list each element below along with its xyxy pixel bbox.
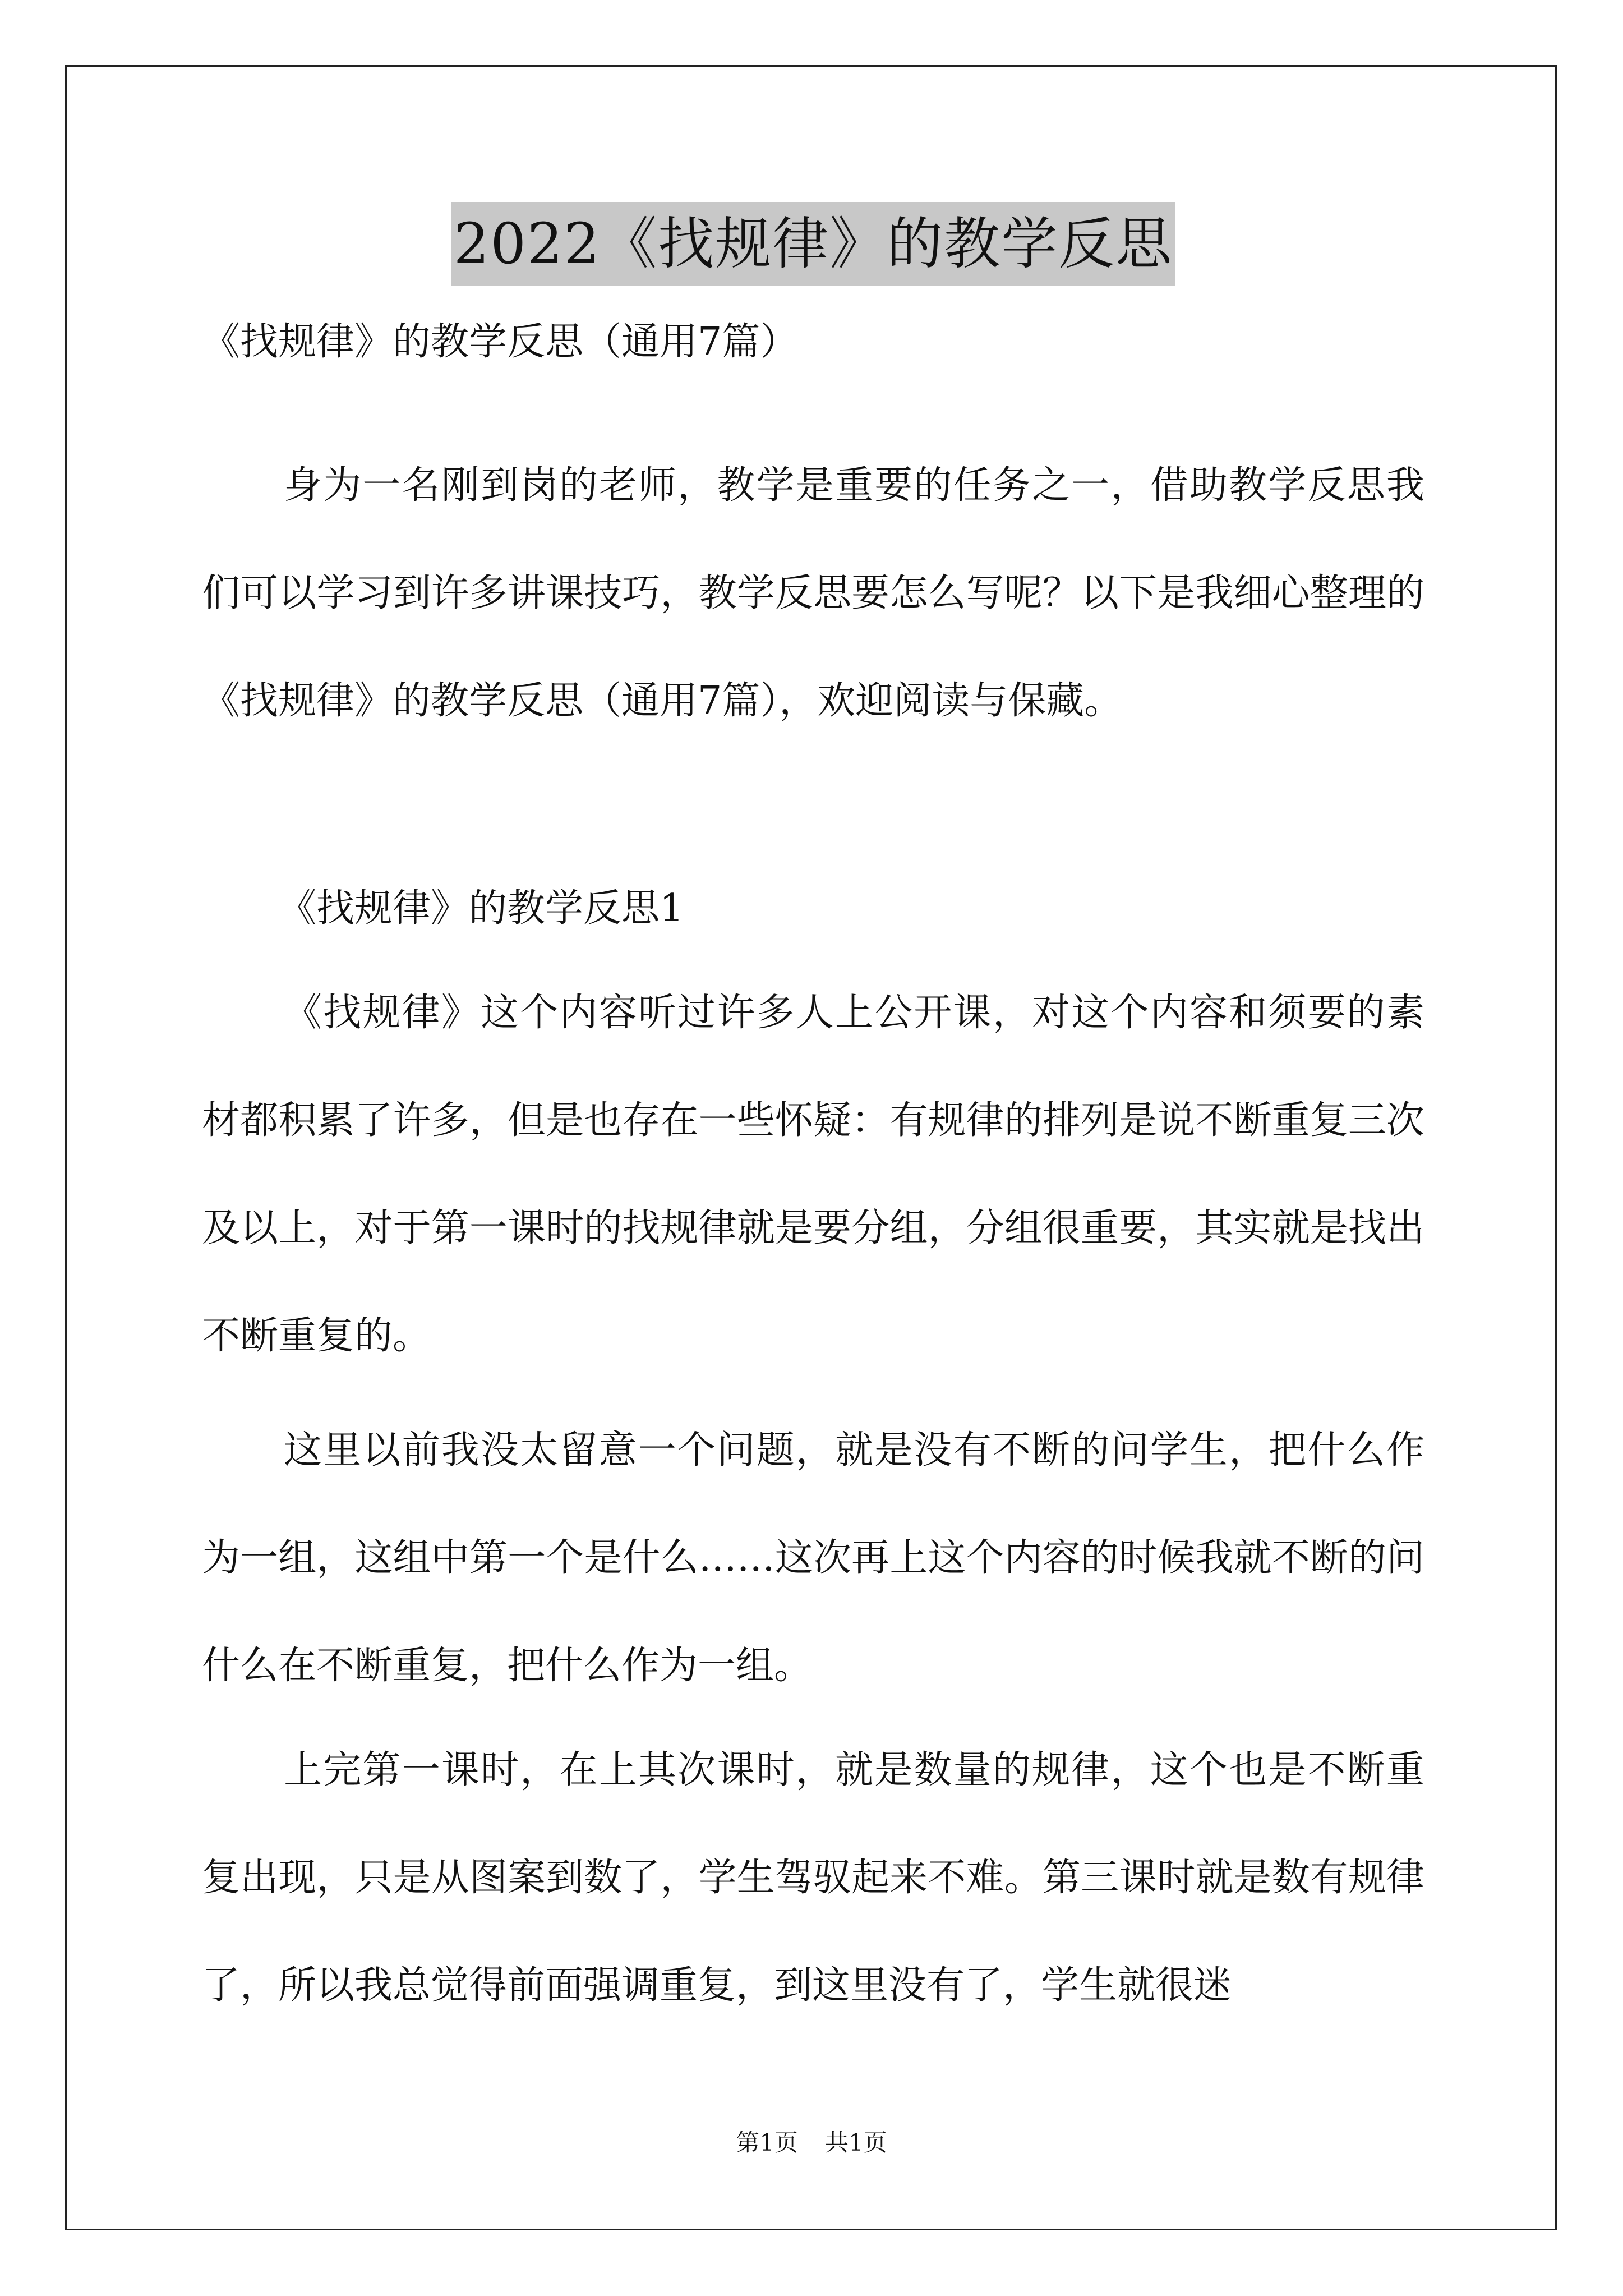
body-paragraph-3: 上完第一课时，在上其次课时，就是数量的规律，这个也是不断重复出现，只是从图案到数了，学生驾驭起来不难。第三课时就是数有规律了，所以我总觉得前面强调重复，到这里没有了，学生就很迷 — [202, 1748, 1424, 2008]
intro-paragraph: 身为一名刚到岗的老师，教学是重要的任务之一，借助教学反思我们可以学习到许多讲课技巧，教学反思要怎么写呢？以下是我细心整理的《找规律》的教学反思（通用7篇），欢迎阅读与保藏。 — [202, 463, 1424, 723]
page-number-total: 共1页 — [825, 2129, 887, 2156]
document-title: 2022《找规律》的教学反思 — [451, 202, 1175, 286]
page-footer — [0, 2126, 1623, 2160]
body-paragraph-2: 这里以前我没太留意一个问题，就是没有不断的问学生，把什么作为一组，这组中第一个是什么……这次再上这个内容的时候我就不断的问什么在不断重复，把什么作为一组。 — [202, 1428, 1424, 1688]
section-heading: 《找规律》的教学反思1 — [278, 886, 684, 931]
title-block — [202, 202, 1424, 286]
body-paragraph-1: 《找规律》这个内容听过许多人上公开课，对这个内容和须要的素材都积累了许多，但是也存在一些怀疑：有规律的排列是说不断重复三次及以上，对于第一课时的找规律就是要分组，分组很重要，其实就是找出不断重复的。 — [202, 991, 1424, 1358]
page-number-current: 第1页 — [736, 2129, 798, 2156]
document-subtitle: 《找规律》的教学反思（通用7篇） — [202, 320, 799, 364]
